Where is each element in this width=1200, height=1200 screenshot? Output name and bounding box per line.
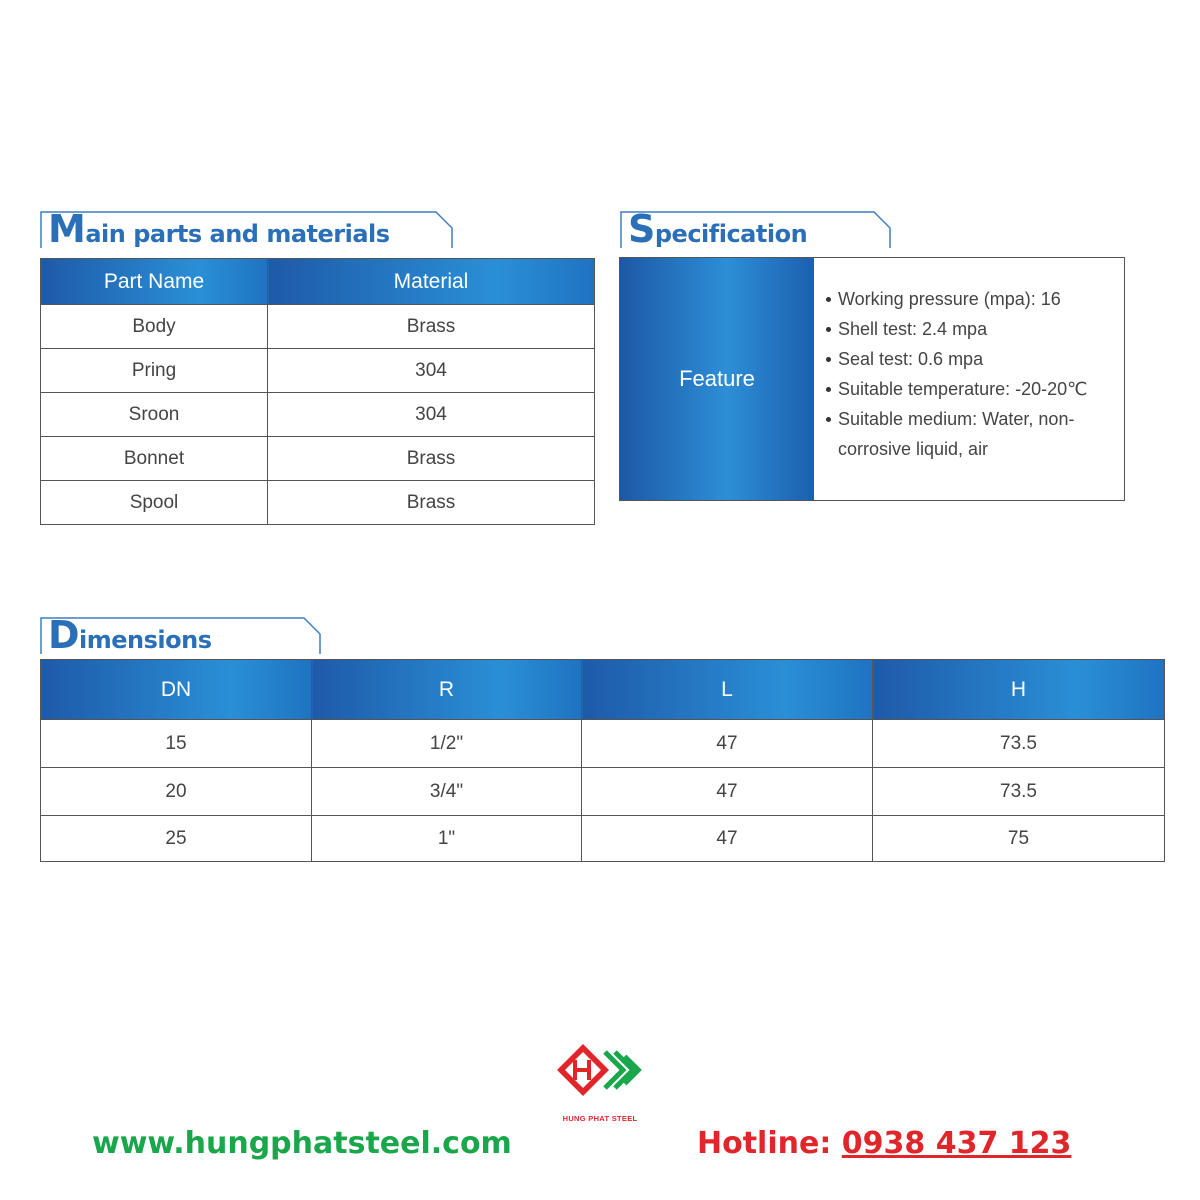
- r-cell: 1": [312, 816, 582, 862]
- parts-section-title: [40, 207, 454, 251]
- title-rest: ain parts and materials: [85, 220, 390, 248]
- material-cell: Brass: [268, 437, 595, 481]
- material-cell: 304: [268, 349, 595, 393]
- spec-item: Suitable medium: Water, non-corrosive liquid, air: [826, 404, 1121, 464]
- table-row: [41, 305, 595, 349]
- header-h: H: [873, 660, 1165, 720]
- website-link[interactable]: www.hungphatsteel.com: [92, 1126, 512, 1161]
- dimensions-table: [40, 659, 1165, 862]
- parts-table: [40, 258, 595, 525]
- hotline-number[interactable]: 0938 437 123: [841, 1126, 1072, 1161]
- table-row: [41, 349, 595, 393]
- part-name-cell: Sroon: [41, 393, 268, 437]
- header-l: L: [582, 660, 873, 720]
- table-row: [41, 393, 595, 437]
- header-r: R: [312, 660, 582, 720]
- title-rest: imensions: [79, 626, 212, 654]
- logo-text: HUNG PHAT STEEL: [562, 1114, 638, 1123]
- header-part-name: Part Name: [41, 259, 268, 305]
- spec-item: Shell test: 2.4 mpa: [826, 314, 1121, 344]
- table-row: [41, 768, 1165, 816]
- spec-list: [826, 284, 1121, 464]
- title-initial: D: [48, 613, 80, 657]
- spec-item: Working pressure (mpa): 16: [826, 284, 1121, 314]
- r-cell: 3/4": [312, 768, 582, 816]
- hotline: [697, 1126, 1071, 1161]
- dn-cell: 25: [41, 816, 312, 862]
- header-material: Material: [268, 259, 595, 305]
- title-initial: M: [48, 207, 86, 251]
- table-row: [41, 481, 595, 525]
- h-cell: 73.5: [873, 768, 1165, 816]
- dn-cell: 15: [41, 720, 312, 768]
- hotline-label: Hotline:: [697, 1126, 842, 1161]
- material-cell: 304: [268, 393, 595, 437]
- feature-label: Feature: [620, 258, 814, 500]
- dimensions-section-title: [40, 613, 322, 657]
- spec-section-title: [620, 207, 892, 251]
- h-cell: 75: [873, 816, 1165, 862]
- part-name-cell: Spool: [41, 481, 268, 525]
- table-row: [41, 437, 595, 481]
- spec-item: Suitable temperature: -20-20℃: [826, 374, 1121, 404]
- table-row: [41, 816, 1165, 862]
- header-dn: DN: [41, 660, 312, 720]
- material-cell: Brass: [268, 305, 595, 349]
- part-name-cell: Bonnet: [41, 437, 268, 481]
- dn-cell: 20: [41, 768, 312, 816]
- title-initial: S: [628, 207, 655, 251]
- material-cell: Brass: [268, 481, 595, 525]
- l-cell: 47: [582, 768, 873, 816]
- hung-phat-logo-icon: [553, 1040, 649, 1112]
- l-cell: 47: [582, 720, 873, 768]
- r-cell: 1/2": [312, 720, 582, 768]
- title-rest: pecification: [654, 220, 808, 248]
- part-name-cell: Pring: [41, 349, 268, 393]
- l-cell: 47: [582, 816, 873, 862]
- spec-item: Seal test: 0.6 mpa: [826, 344, 1121, 374]
- table-row: [41, 720, 1165, 768]
- h-cell: 73.5: [873, 720, 1165, 768]
- part-name-cell: Body: [41, 305, 268, 349]
